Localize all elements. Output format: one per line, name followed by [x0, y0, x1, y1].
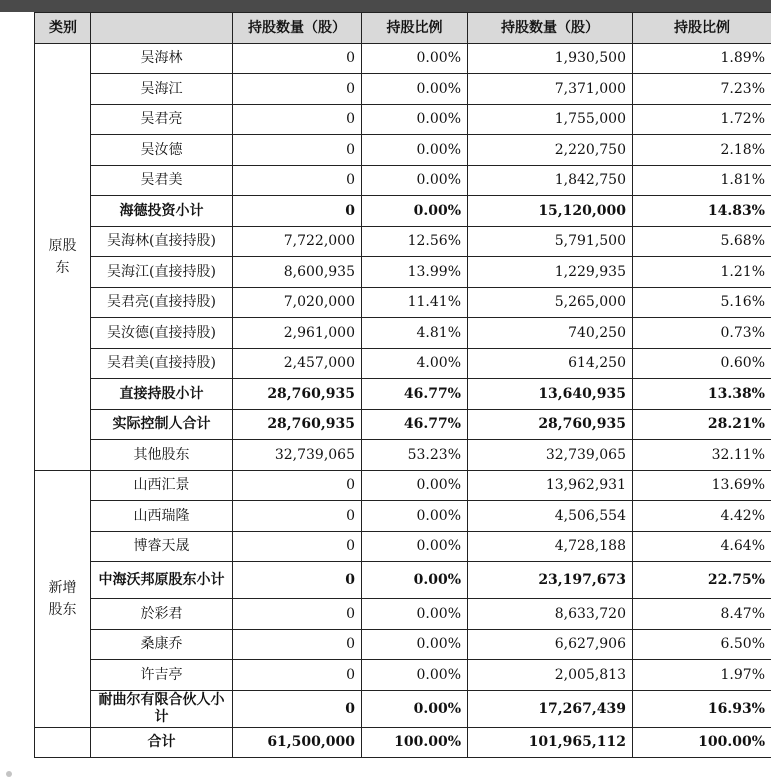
ratio-after: 4.42%	[633, 501, 771, 532]
table-row	[35, 690, 771, 727]
ratio-after: 6.50%	[633, 629, 771, 660]
total-category-blank	[35, 727, 91, 758]
ratio-after: 22.75%	[633, 562, 771, 599]
ratio-after: 1.21%	[633, 257, 771, 288]
ratio-before: 0.00%	[362, 470, 468, 501]
shares-before: 0	[233, 690, 362, 727]
ratio-before: 0.00%	[362, 690, 468, 727]
shareholder-name: 吴君美(直接持股)	[91, 348, 233, 379]
table-row	[35, 257, 771, 288]
ratio-after: 4.64%	[633, 531, 771, 562]
table-row	[35, 470, 771, 501]
table-row	[35, 562, 771, 599]
shares-after: 15,120,000	[468, 196, 633, 227]
header-shares-before: 持股数量（股）	[233, 13, 362, 44]
ratio-before: 53.23%	[362, 440, 468, 471]
ratio-after: 1.81%	[633, 165, 771, 196]
table-row	[35, 74, 771, 105]
ratio-after: 13.69%	[633, 470, 771, 501]
ratio-before: 0.00%	[362, 629, 468, 660]
shares-after: 1,930,500	[468, 43, 633, 74]
shares-after: 4,728,188	[468, 531, 633, 562]
shareholder-name: 吴君美	[91, 165, 233, 196]
ratio-before: 0.00%	[362, 660, 468, 691]
shares-after: 1,755,000	[468, 104, 633, 135]
table-row	[35, 660, 771, 691]
shareholder-name: 山西瑞隆	[91, 501, 233, 532]
shares-before: 8,600,935	[233, 257, 362, 288]
ratio-before: 0.00%	[362, 562, 468, 599]
ratio-before: 0.00%	[362, 599, 468, 630]
ratio-after: 0.73%	[633, 318, 771, 349]
ratio-before: 0.00%	[362, 104, 468, 135]
ratio-before: 4.81%	[362, 318, 468, 349]
shareholder-name: 吴君亮(直接持股)	[91, 287, 233, 318]
ratio-after: 5.68%	[633, 226, 771, 257]
shares-after: 28,760,935	[468, 409, 633, 440]
table-row	[35, 196, 771, 227]
shares-after: 2,220,750	[468, 135, 633, 166]
shares-after: 23,197,673	[468, 562, 633, 599]
shareholder-name: 吴海林	[91, 43, 233, 74]
document-page	[0, 12, 771, 758]
category-cell: 原股东	[35, 43, 91, 470]
table-row	[35, 348, 771, 379]
shares-before: 0	[233, 531, 362, 562]
total-shares-before: 61,500,000	[233, 727, 362, 758]
shareholder-name: 许吉亭	[91, 660, 233, 691]
table-row	[35, 379, 771, 410]
ratio-before: 0.00%	[362, 531, 468, 562]
shares-before: 28,760,935	[233, 409, 362, 440]
table-row	[35, 531, 771, 562]
shares-before: 0	[233, 562, 362, 599]
shares-after: 13,962,931	[468, 470, 633, 501]
ratio-before: 0.00%	[362, 501, 468, 532]
table-row	[35, 287, 771, 318]
ratio-before: 46.77%	[362, 409, 468, 440]
category-cell: 新增股东	[35, 470, 91, 727]
shares-before: 0	[233, 165, 362, 196]
shareholder-name: 吴海江	[91, 74, 233, 105]
ratio-after: 1.89%	[633, 43, 771, 74]
shares-before: 0	[233, 104, 362, 135]
shares-after: 1,842,750	[468, 165, 633, 196]
window-top-bar	[0, 0, 771, 12]
shareholder-name: 直接持股小计	[91, 379, 233, 410]
table-row	[35, 501, 771, 532]
ratio-after: 32.11%	[633, 440, 771, 471]
ratio-before: 11.41%	[362, 287, 468, 318]
shares-after: 1,229,935	[468, 257, 633, 288]
table-row	[35, 318, 771, 349]
corner-dot	[6, 771, 12, 777]
ratio-after: 0.60%	[633, 348, 771, 379]
shareholder-name: 吴海江(直接持股)	[91, 257, 233, 288]
shares-before: 0	[233, 74, 362, 105]
shares-before: 0	[233, 660, 362, 691]
shares-after: 17,267,439	[468, 690, 633, 727]
ratio-after: 13.38%	[633, 379, 771, 410]
table-row	[35, 165, 771, 196]
ratio-before: 12.56%	[362, 226, 468, 257]
shares-after: 614,250	[468, 348, 633, 379]
shares-after: 5,265,000	[468, 287, 633, 318]
table-body	[35, 43, 771, 758]
ratio-after: 14.83%	[633, 196, 771, 227]
shares-after: 8,633,720	[468, 599, 633, 630]
ratio-after: 1.72%	[633, 104, 771, 135]
shares-after: 13,640,935	[468, 379, 633, 410]
table-row	[35, 104, 771, 135]
shareholder-name: 吴汝德(直接持股)	[91, 318, 233, 349]
shares-before: 32,739,065	[233, 440, 362, 471]
header-ratio-before: 持股比例	[362, 13, 468, 44]
shares-before: 0	[233, 629, 362, 660]
shares-after: 7,371,000	[468, 74, 633, 105]
ratio-after: 1.97%	[633, 660, 771, 691]
ratio-after: 5.16%	[633, 287, 771, 318]
shares-before: 7,722,000	[233, 226, 362, 257]
shares-before: 2,961,000	[233, 318, 362, 349]
ratio-before: 0.00%	[362, 74, 468, 105]
header-ratio-after: 持股比例	[633, 13, 771, 44]
header-category: 类别	[35, 13, 91, 44]
ratio-before: 0.00%	[362, 165, 468, 196]
shareholder-name: 耐曲尔有限合伙人小计	[91, 690, 233, 727]
table-row	[35, 599, 771, 630]
shareholder-name: 吴君亮	[91, 104, 233, 135]
table-row	[35, 440, 771, 471]
shares-before: 28,760,935	[233, 379, 362, 410]
header-blank	[91, 13, 233, 44]
ratio-before: 46.77%	[362, 379, 468, 410]
ratio-after: 28.21%	[633, 409, 771, 440]
ratio-after: 7.23%	[633, 74, 771, 105]
table-row	[35, 226, 771, 257]
shares-after: 32,739,065	[468, 440, 633, 471]
total-row	[35, 727, 771, 758]
shareholder-name: 实际控制人合计	[91, 409, 233, 440]
shares-after: 2,005,813	[468, 660, 633, 691]
total-shares-after: 101,965,112	[468, 727, 633, 758]
shareholder-name: 其他股东	[91, 440, 233, 471]
shares-before: 0	[233, 135, 362, 166]
table-row	[35, 135, 771, 166]
shares-after: 6,627,906	[468, 629, 633, 660]
shares-before: 0	[233, 43, 362, 74]
shares-before: 7,020,000	[233, 287, 362, 318]
table-row	[35, 629, 771, 660]
shareholder-name: 於彩君	[91, 599, 233, 630]
table-row	[35, 409, 771, 440]
total-label: 合计	[91, 727, 233, 758]
ratio-after: 16.93%	[633, 690, 771, 727]
shares-after: 5,791,500	[468, 226, 633, 257]
shareholder-name: 吴海林(直接持股)	[91, 226, 233, 257]
shareholder-name: 吴汝德	[91, 135, 233, 166]
shares-before: 0	[233, 470, 362, 501]
ratio-before: 4.00%	[362, 348, 468, 379]
shareholder-name: 海德投资小计	[91, 196, 233, 227]
header-shares-after: 持股数量（股）	[468, 13, 633, 44]
header-row	[35, 13, 771, 44]
total-ratio-after: 100.00%	[633, 727, 771, 758]
shares-after: 4,506,554	[468, 501, 633, 532]
ratio-after: 8.47%	[633, 599, 771, 630]
shareholder-name: 桑康乔	[91, 629, 233, 660]
ratio-before: 0.00%	[362, 135, 468, 166]
shares-before: 0	[233, 196, 362, 227]
shareholder-name: 中海沃邦原股东小计	[91, 562, 233, 599]
shares-after: 740,250	[468, 318, 633, 349]
shares-before: 0	[233, 599, 362, 630]
table-row	[35, 43, 771, 74]
shareholder-name: 博睿天晟	[91, 531, 233, 562]
ratio-before: 0.00%	[362, 43, 468, 74]
shares-before: 2,457,000	[233, 348, 362, 379]
ratio-before: 13.99%	[362, 257, 468, 288]
shareholder-name: 山西汇景	[91, 470, 233, 501]
ratio-before: 0.00%	[362, 196, 468, 227]
ratio-after: 2.18%	[633, 135, 771, 166]
shares-before: 0	[233, 501, 362, 532]
shareholding-table	[34, 12, 771, 758]
total-ratio-before: 100.00%	[362, 727, 468, 758]
